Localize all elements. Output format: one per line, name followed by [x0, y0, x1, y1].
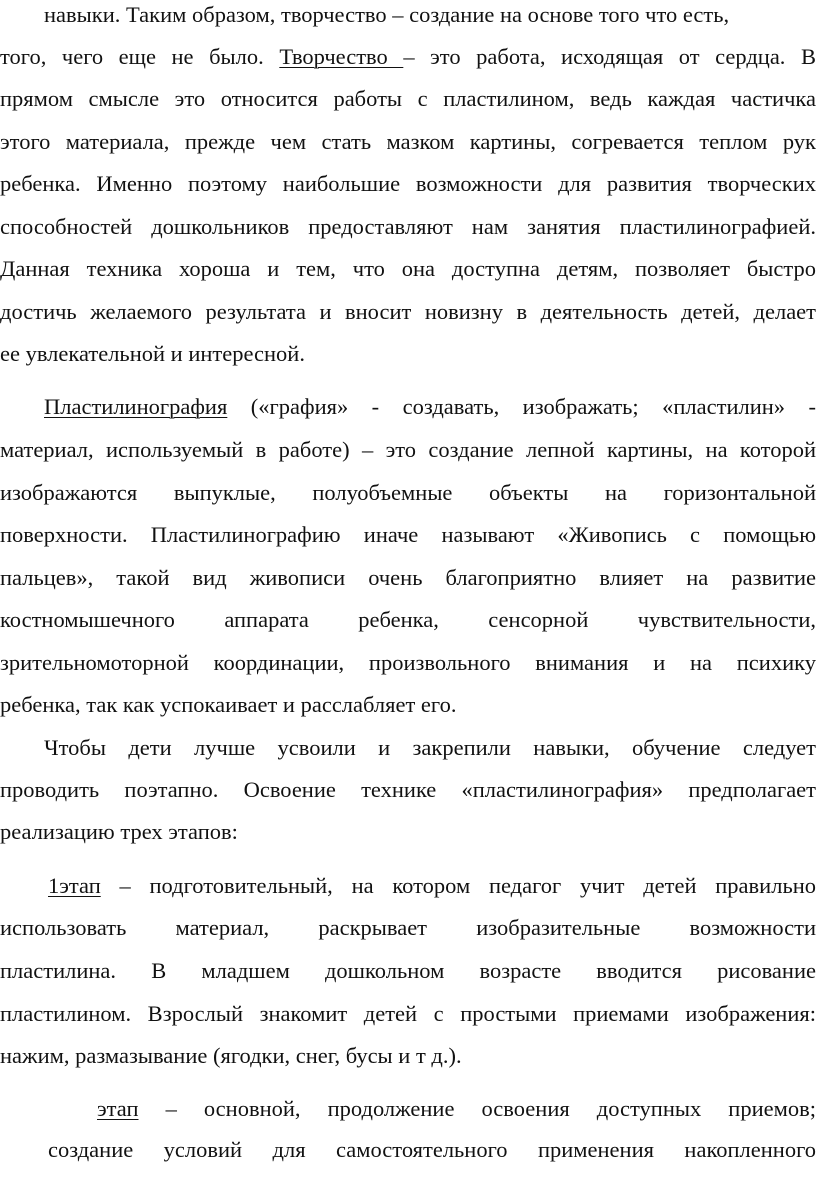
text-segment: изображаются выпуклые, полуобъемные объекты на горизонтальной: [0, 480, 816, 505]
text-segment: – это работа, исходящая от сердца. В: [403, 44, 816, 69]
text-segment: Данная техника хороша и тем, что она доступна детям, позволяет быстро: [0, 256, 816, 281]
text-line: [0, 993, 816, 1035]
text-line: [0, 206, 816, 248]
text-line: [0, 514, 816, 556]
text-line: [0, 769, 816, 811]
text-segment: пластилином. Взрослый знакомит детей с простыми приемами изображения:: [0, 1001, 816, 1026]
text-segment: прямом смысле это относится работы с пластилином, ведь каждая частичка: [0, 86, 816, 111]
text-segment: костномышечного аппарата ребенка, сенсорной чувствительности,: [0, 607, 816, 632]
text-segment: («графия» - создавать, изображать; «пластилин» -: [227, 394, 816, 419]
text-segment: пальцев», такой вид живописи очень благоприятно влияет на развитие: [0, 565, 816, 590]
text-line: [0, 642, 816, 684]
text-line: [44, 727, 816, 769]
text-line: [0, 333, 816, 375]
text-line: [0, 121, 816, 163]
text-line: [0, 811, 816, 853]
text-segment: создание условий для самостоятельного применения накопленного: [48, 1137, 816, 1162]
text-line: [0, 1035, 816, 1077]
text-line: [44, 0, 776, 36]
text-segment: Чтобы дети лучше усвоили и закрепили навыки, обучение следует: [44, 735, 816, 760]
underlined-term: Творчество: [279, 44, 404, 69]
text-line: [0, 78, 816, 120]
text-line: [0, 429, 816, 471]
text-segment: ребенка. Именно поэтому наибольшие возможности для развития творческих: [0, 171, 816, 196]
text-segment: проводить поэтапно. Освоение технике «пластилинография» предполагает: [0, 777, 816, 802]
text-segment: нажим, размазывание (ягодки, снег, бусы и т д.).: [0, 1043, 462, 1068]
underlined-term: 1этап: [48, 873, 101, 898]
text-segment: достичь желаемого результата и вносит новизну в деятельность детей, делает: [0, 299, 816, 324]
text-line: [0, 248, 816, 290]
text-line: [0, 907, 816, 949]
text-line: [0, 36, 816, 78]
text-line: [0, 291, 816, 333]
text-segment: – подготовительный, на котором педагог учит детей правильно: [100, 873, 816, 898]
text-segment: ее увлекательной и интересной.: [0, 341, 305, 366]
text-segment: ребенка, так как успокаивает и расслабляет его.: [0, 692, 457, 717]
text-segment: материал, используемый в работе) – это создание лепной картины, на которой: [0, 437, 816, 462]
text-line: [48, 1129, 816, 1171]
text-line: [44, 386, 816, 428]
underlined-term: этап: [97, 1096, 139, 1121]
text-segment: этого материала, прежде чем стать мазком картины, согревается теплом рук: [0, 129, 816, 154]
underlined-term: Пластилинография: [44, 394, 228, 419]
text-line: [97, 1088, 816, 1130]
text-segment: способностей дошкольников предоставляют нам занятия пластилинографией.: [0, 214, 816, 239]
text-line: [0, 557, 816, 599]
text-segment: поверхности. Пластилинографию иначе называют «Живопись с помощью: [0, 522, 816, 547]
text-line: [0, 599, 816, 641]
text-segment: использовать материал, раскрывает изобразительные возможности: [0, 915, 816, 940]
text-line: [0, 163, 816, 205]
text-line: [0, 684, 816, 726]
text-segment: того, чего еще не было.: [0, 44, 280, 69]
text-segment: пластилина. В младшем дошкольном возрасте вводится рисование: [0, 958, 816, 983]
text-segment: зрительномоторной координации, произвольного внимания и на психику: [0, 650, 816, 675]
text-line: [0, 950, 816, 992]
text-line: [0, 472, 816, 514]
text-segment: навыки. Таким образом, творчество – создание на основе того что есть,: [44, 2, 730, 27]
text-line: [48, 865, 816, 907]
text-segment: – основной, продолжение освоения доступных приемов;: [138, 1096, 816, 1121]
text-segment: реализацию трех этапов:: [0, 819, 238, 844]
